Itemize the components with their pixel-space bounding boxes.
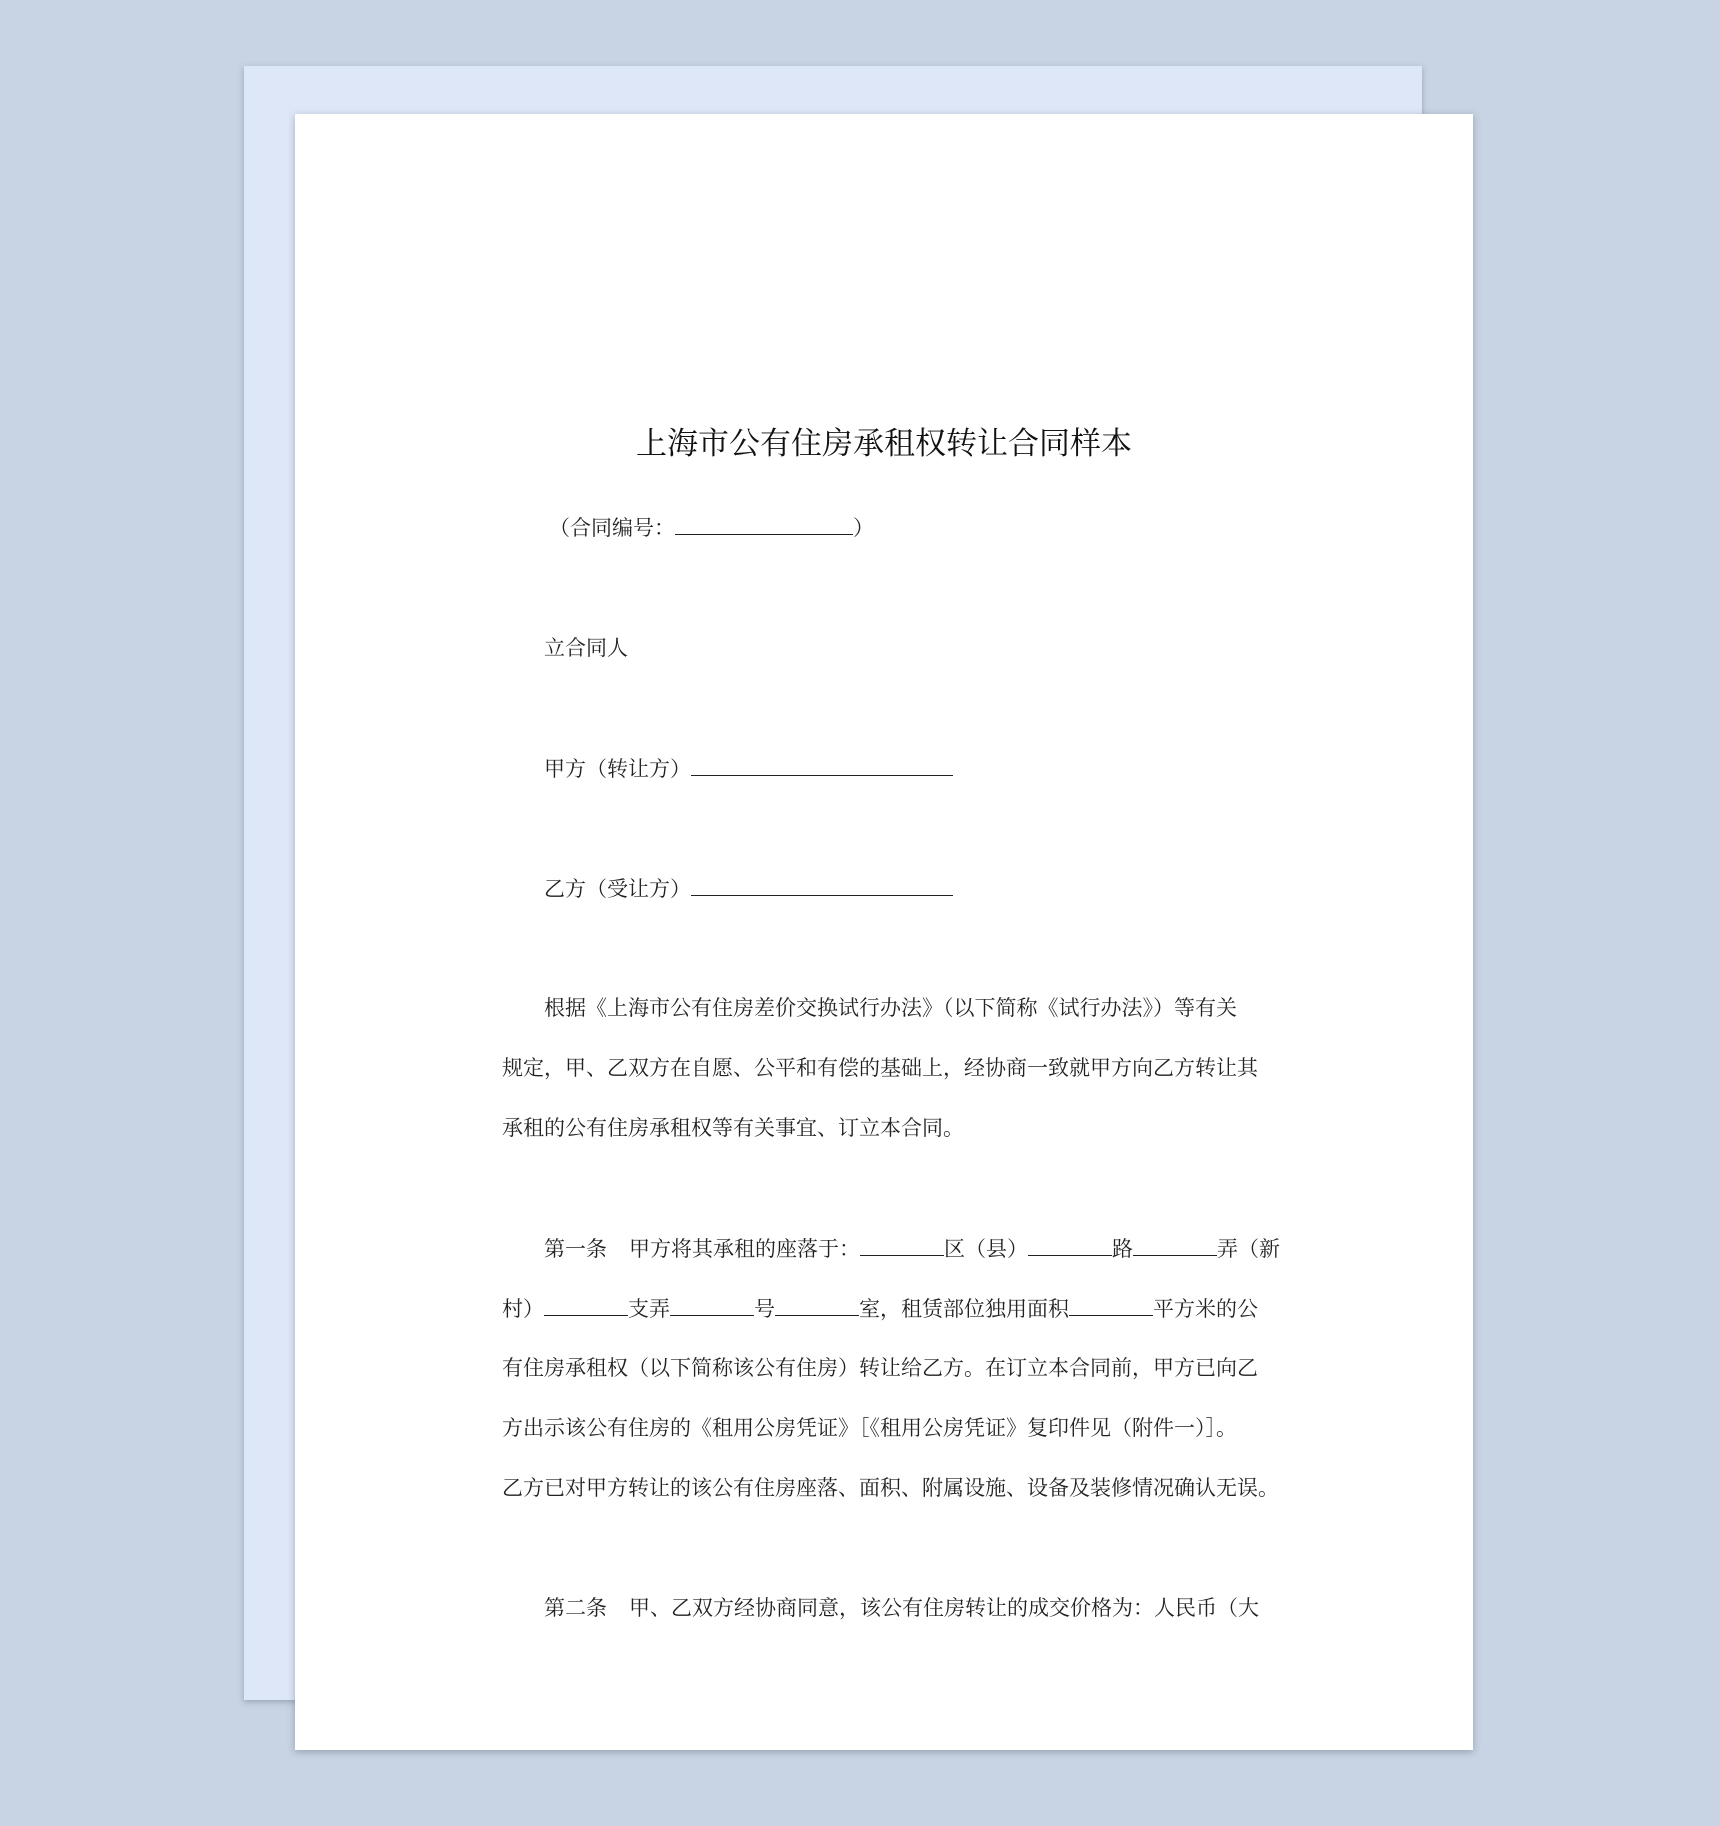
document-page [295, 114, 1473, 1750]
road-blank [1028, 1233, 1112, 1256]
article-1-line-2: 村） 支弄 号 室，租赁部位独用面积 平方米的公 [502, 1293, 1258, 1324]
article-1-number: 第一条 [544, 1237, 607, 1261]
party-b-blank [691, 873, 953, 896]
article-2-number: 第二条 [544, 1596, 607, 1620]
article-1-line-3: 有住房承租权（以下简称该公有住房）转让给乙方。在订立本合同前，甲方已向乙 [502, 1356, 1258, 1380]
lane-blank [1133, 1233, 1217, 1256]
district-blank [860, 1233, 944, 1256]
contract-number-line: （合同编号： ） [549, 512, 874, 543]
number-blank [775, 1293, 859, 1316]
village-blank [544, 1293, 628, 1316]
branch-lane-blank [670, 1293, 754, 1316]
contract-number-blank [675, 512, 853, 535]
party-a-line: 甲方（转让方） [544, 753, 953, 784]
document-title: 上海市公有住房承租权转让合同样本 [636, 426, 1132, 462]
preamble-line-3: 承租的公有住房承租权等有关事宜、订立本合同。 [502, 1116, 964, 1140]
party-b-line: 乙方（受让方） [544, 873, 953, 904]
area-blank [1069, 1293, 1153, 1316]
parties-heading: 立合同人 [544, 636, 628, 660]
article-1-line-5: 乙方已对甲方转让的该公有住房座落、面积、附属设施、设备及装修情况确认无误。 [502, 1476, 1279, 1500]
preamble-line-2: 规定，甲、乙双方在自愿、公平和有偿的基础上，经协商一致就甲方向乙方转让其 [502, 1056, 1258, 1080]
article-1-line-4: 方出示该公有住房的《租用公房凭证》［《租用公房凭证》复印件见（附件一）］。 [502, 1416, 1237, 1440]
article-1-line-1: 第一条 甲方将其承租的座落于： 区（县） 路 弄（新 [544, 1233, 1280, 1264]
party-a-blank [691, 753, 953, 776]
article-2-line-1: 第二条 甲、乙双方经协商同意，该公有住房转让的成交价格为：人民币（大 [544, 1596, 1259, 1620]
preamble-line-1: 根据《上海市公有住房差价交换试行办法》（以下简称《试行办法》）等有关 [544, 996, 1237, 1020]
